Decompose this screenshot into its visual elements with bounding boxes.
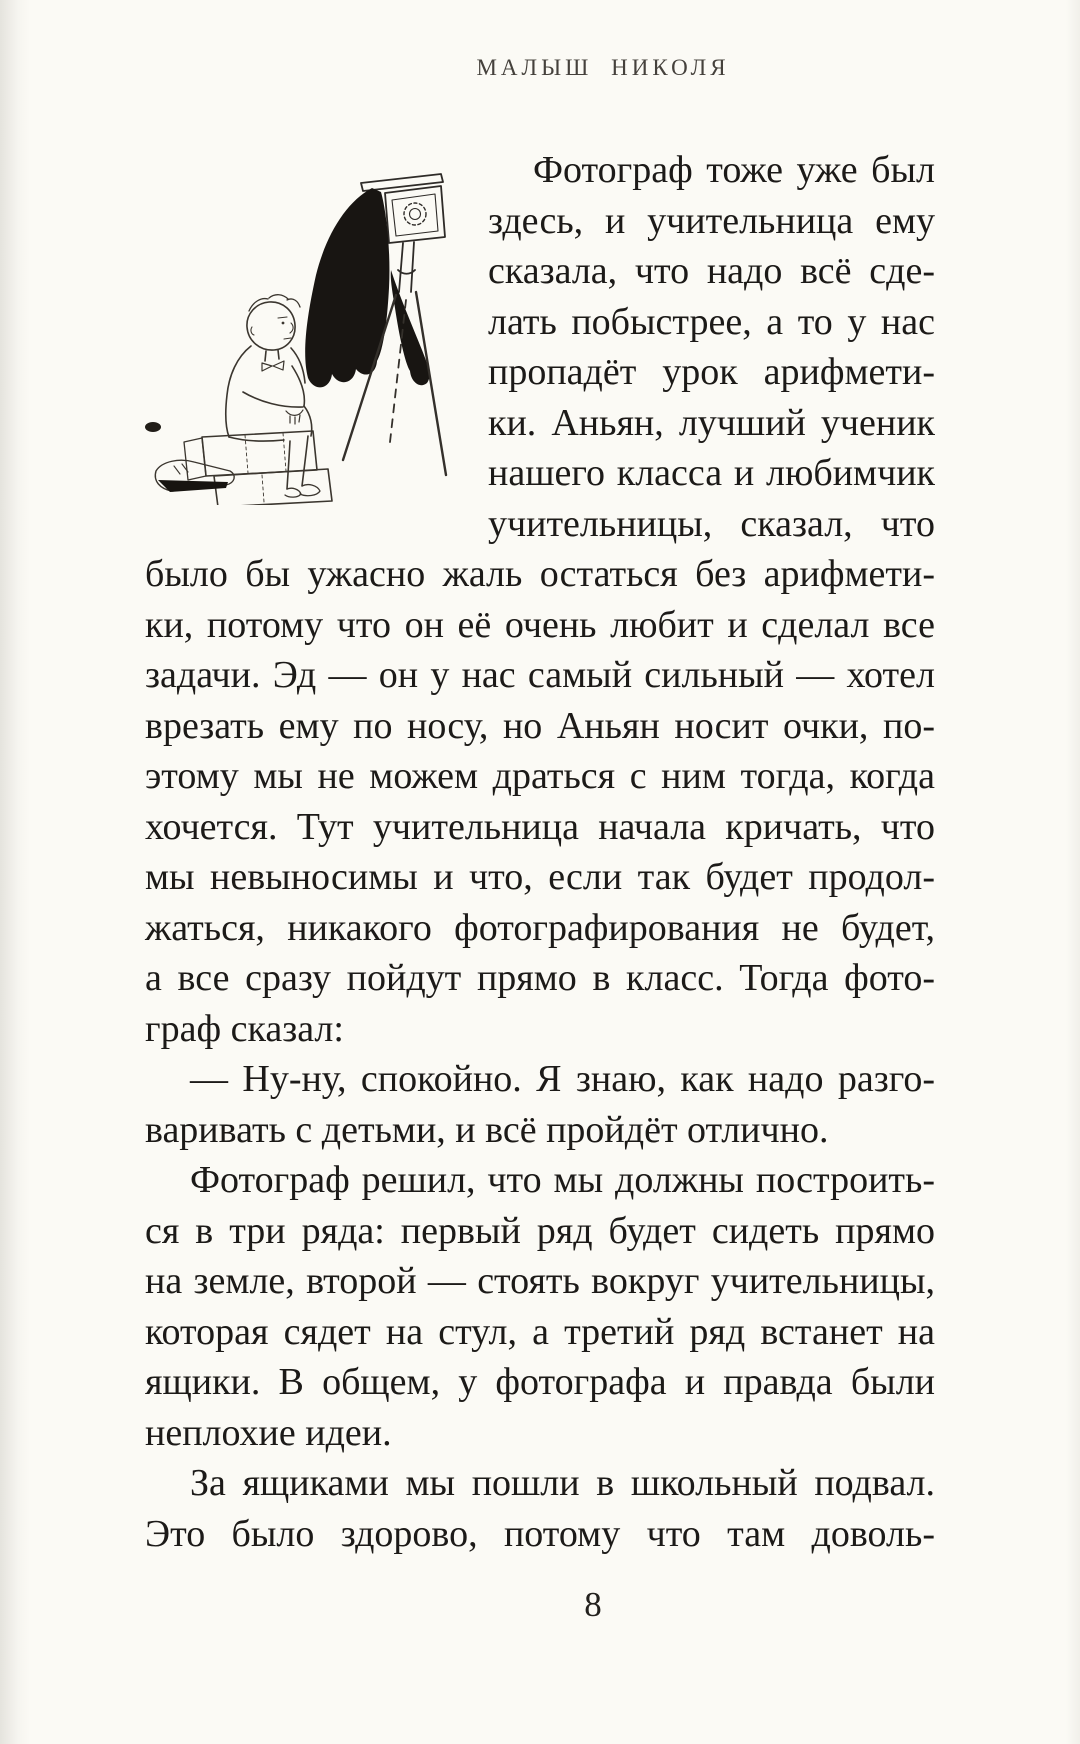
paragraphs-full-width <box>145 549 935 1559</box>
text-line: ящики. В общем, у фотографа и правда были <box>145 1361 935 1403</box>
text-line: ся в три ряда: первый ряд будет сидеть прямо <box>145 1209 935 1252</box>
text-line: сказала, что надо всё сде- <box>488 250 935 292</box>
text-line: учительницы, сказал, что <box>488 502 935 545</box>
text-line: здесь, и учительница ему <box>488 199 935 242</box>
paragraph-beside-illustration <box>488 145 935 549</box>
page-edge-shadow <box>1066 0 1080 1744</box>
text-line: было бы ужасно жаль остаться без арифмети- <box>145 553 935 595</box>
text-line: которая сядет на стул, а третий ряд встанет на <box>145 1310 935 1353</box>
text-line: пропадёт урок арифмети- <box>488 351 935 393</box>
text-line: варивать с детьми, и всё пройдёт отлично. <box>145 1108 829 1151</box>
text-line: — Ну-ну, спокойно. Я знаю, как надо разго- <box>190 1058 935 1100</box>
text-line: на земле, второй — стоять вокруг учительницы, <box>145 1260 935 1302</box>
text-line: этому мы не можем драться с ним тогда, когда <box>145 755 935 797</box>
text-line: задачи. Эд — он у нас самый сильный — хотел <box>145 654 935 696</box>
body-text <box>145 145 935 1559</box>
text-line: неплохие идеи. <box>145 1411 392 1454</box>
text-line: ки, потому что он её очень любит и сделал все <box>145 603 935 646</box>
page-number: 8 <box>584 1585 602 1624</box>
text-line: мы невыносимы и что, если так будет продол- <box>145 856 935 898</box>
text-line: лать побыстрее, а то у нас <box>488 300 935 343</box>
text-line: нашего класса и любимчик <box>488 452 935 494</box>
spine-shadow <box>0 0 30 1744</box>
text-line: хочется. Тут учительница начала кричать, что <box>145 805 935 848</box>
text-line: ки. Аньян, лучший ученик <box>488 401 935 444</box>
text-line: Это было здорово, потому что там доволь- <box>145 1512 935 1555</box>
text-line: Фотограф решил, что мы должны построить- <box>190 1159 935 1201</box>
text-line: врезать ему по носу, но Аньян носит очки, по- <box>145 704 935 747</box>
running-head: МАЛЫШ НИКОЛЯ <box>476 55 730 80</box>
text-line: жаться, никакого фотографирования не будет, <box>145 906 935 949</box>
text-line: граф сказал: <box>145 1007 344 1050</box>
text-line: Фотограф тоже уже был <box>533 149 935 191</box>
text-line: За ящиками мы пошли в школьный подвал. <box>190 1462 935 1504</box>
text-line: а все сразу пойдут прямо в класс. Тогда фото- <box>145 957 935 999</box>
